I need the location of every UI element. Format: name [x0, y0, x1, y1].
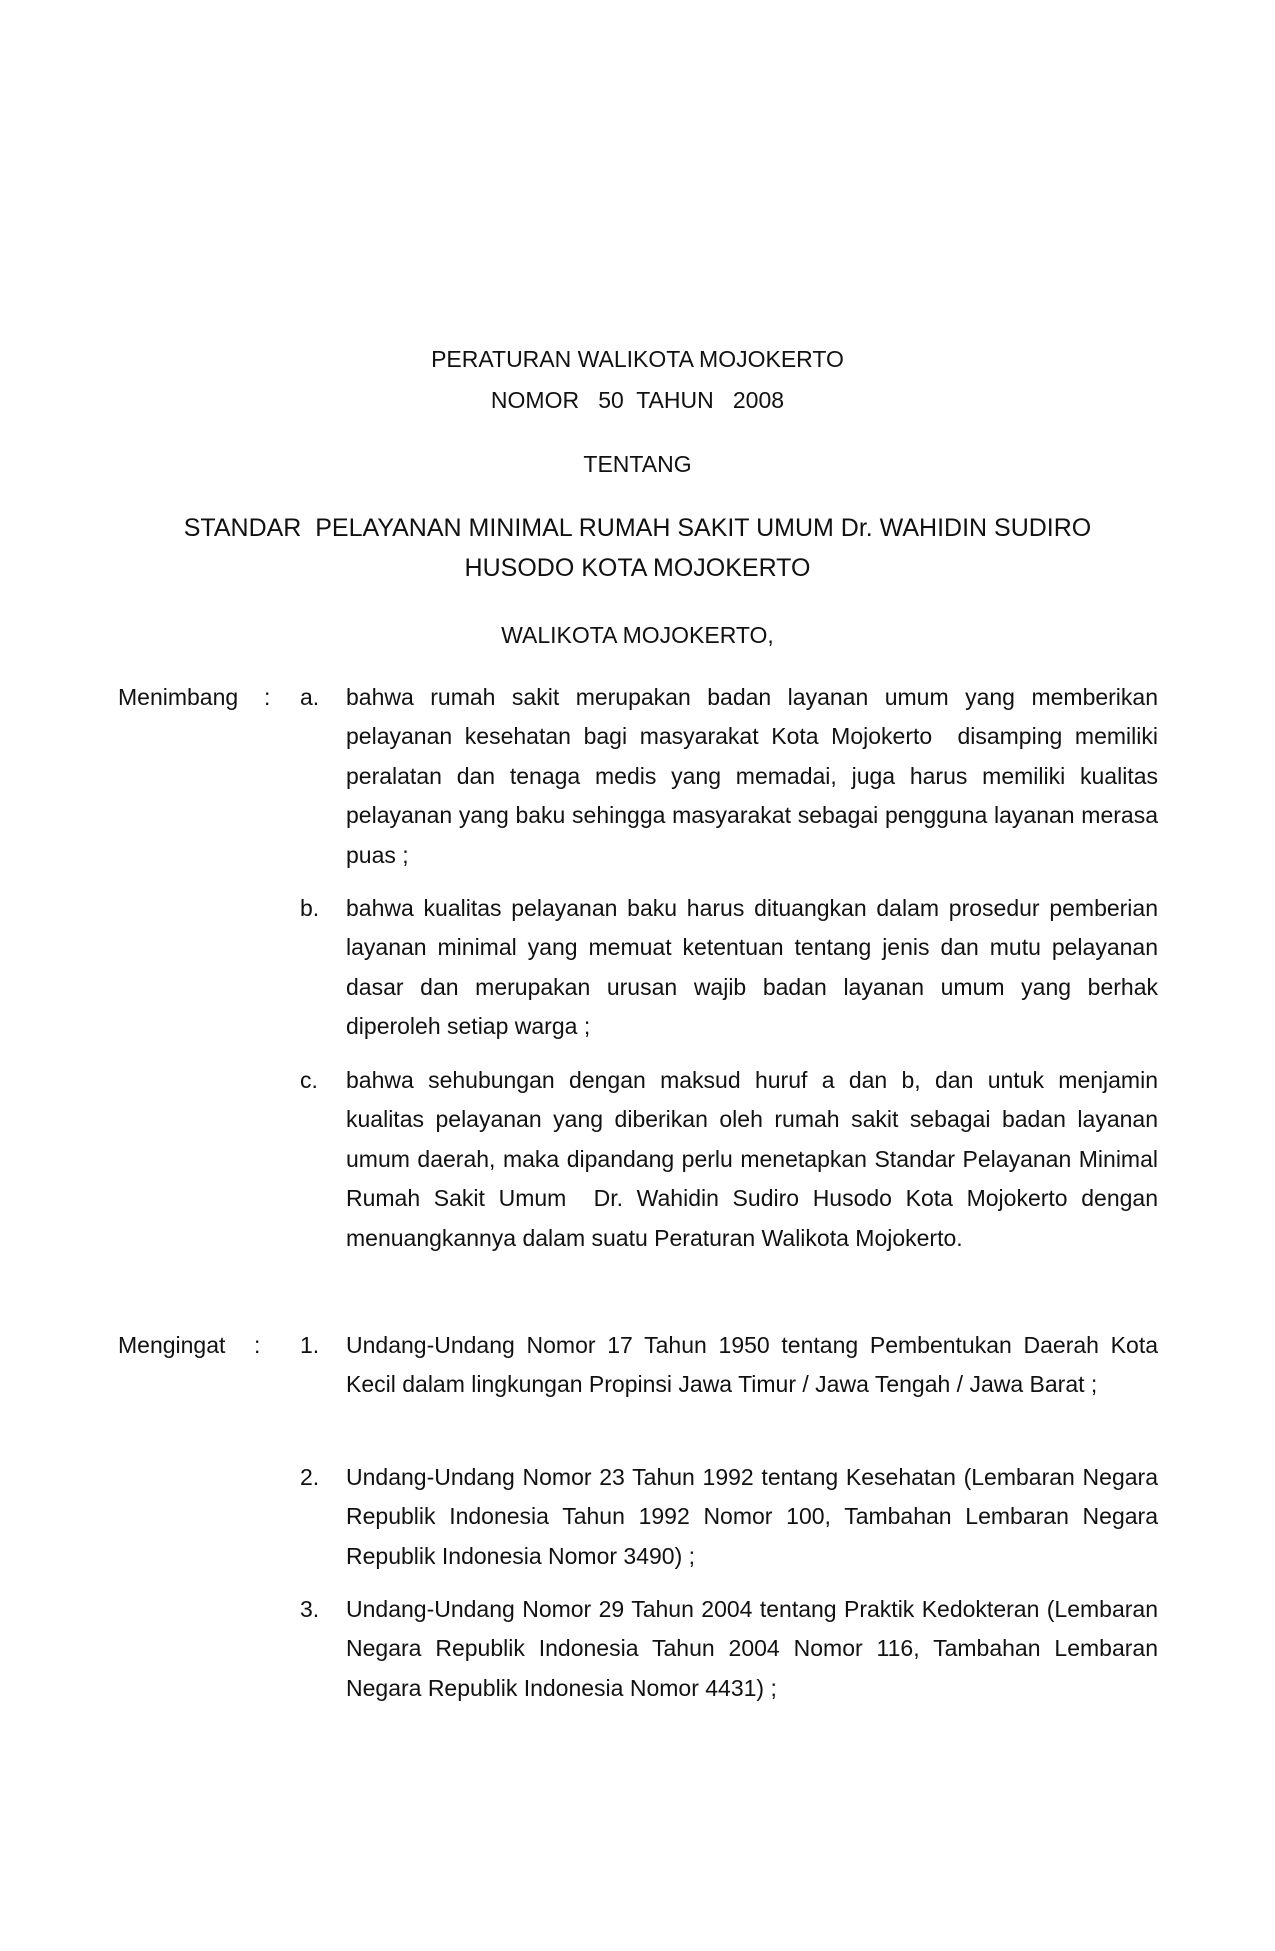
regulation-heading: PERATURAN WALIKOTA MOJOKERTO [431, 346, 844, 372]
menimbang-colon: : [264, 684, 271, 710]
mengingat-colon: : [254, 1332, 261, 1358]
menimbang-label: Menimbang [118, 684, 239, 710]
mengingat-item-marker: 1. [300, 1332, 320, 1358]
mengingat-item-text: Undang-Undang Nomor 17 Tahun 1950 tentang Pembentukan Daerah Kota Kecil dalam lingkungan Propinsi Jawa Timur / Jawa Tengah / Jawa Barat ; [346, 1332, 1158, 1398]
mengingat-item-text: Undang-Undang Nomor 29 Tahun 2004 tentang Praktik Kedokteran (Lembaran Negara Republik Indonesia Tahun 2004 Nomor 116, Tambahan Lembaran Negara Republik Indonesia Nomor 4431) ; [346, 1596, 1158, 1701]
mengingat-item-marker: 2. [300, 1464, 320, 1490]
menimbang-item-text: bahwa sehubungan dengan maksud huruf a dan b, dan untuk menjamin kualitas pelayanan yang diberikan oleh rumah sakit sebagai badan layanan umum daerah, maka dipandang perlu menetapkan Standar Pelayanan Minimal Rumah Sakit Umum Dr. Wahidin Sudiro Husodo Kota Mojokerto dengan menuangkannya dalam suatu Peraturan Walikota Mojokerto. [346, 1067, 1165, 1251]
menimbang-item-marker: c. [300, 1067, 318, 1093]
tentang-heading: TENTANG [583, 451, 692, 477]
regulation-title-line1: STANDAR PELAYANAN MINIMAL RUMAH SAKIT UMUM Dr. WAHIDIN SUDIRO [183, 514, 1092, 542]
menimbang-item-marker: b. [300, 895, 320, 921]
menimbang-item-marker: a. [300, 684, 320, 710]
regulation-title-line2: HUSODO KOTA MOJOKERTO [464, 554, 811, 582]
regulation-number: NOMOR 50 TAHUN 2008 [490, 387, 785, 413]
menimbang-item-text: bahwa kualitas pelayanan baku harus dituangkan dalam prosedur pemberian layanan minimal yang memuat ketentuan tentang jenis dan mutu pelayanan dasar dan merupakan urusan wajib badan layanan umum yang berhak diperoleh setiap warga ; [346, 895, 1158, 1040]
menimbang-item-text: bahwa rumah sakit merupakan badan layanan umum yang memberikan pelayanan kesehatan bagi masyarakat Kota Mojokerto disamping memiliki peralatan dan tenaga medis yang memadai, juga harus memiliki kualitas pelayanan yang baku sehingga masyarakat sebagai pengguna layanan merasa puas ; [346, 684, 1165, 868]
mengingat-item-marker: 3. [300, 1596, 320, 1622]
authority-line: WALIKOTA MOJOKERTO, [501, 622, 774, 648]
mengingat-label: Mengingat [118, 1332, 226, 1358]
mengingat-item-text: Undang-Undang Nomor 23 Tahun 1992 tentang Kesehatan (Lembaran Negara Republik Indonesia Tahun 1992 Nomor 100, Tambahan Lembaran Negara Republik Indonesia Nomor 3490) ; [346, 1464, 1158, 1569]
